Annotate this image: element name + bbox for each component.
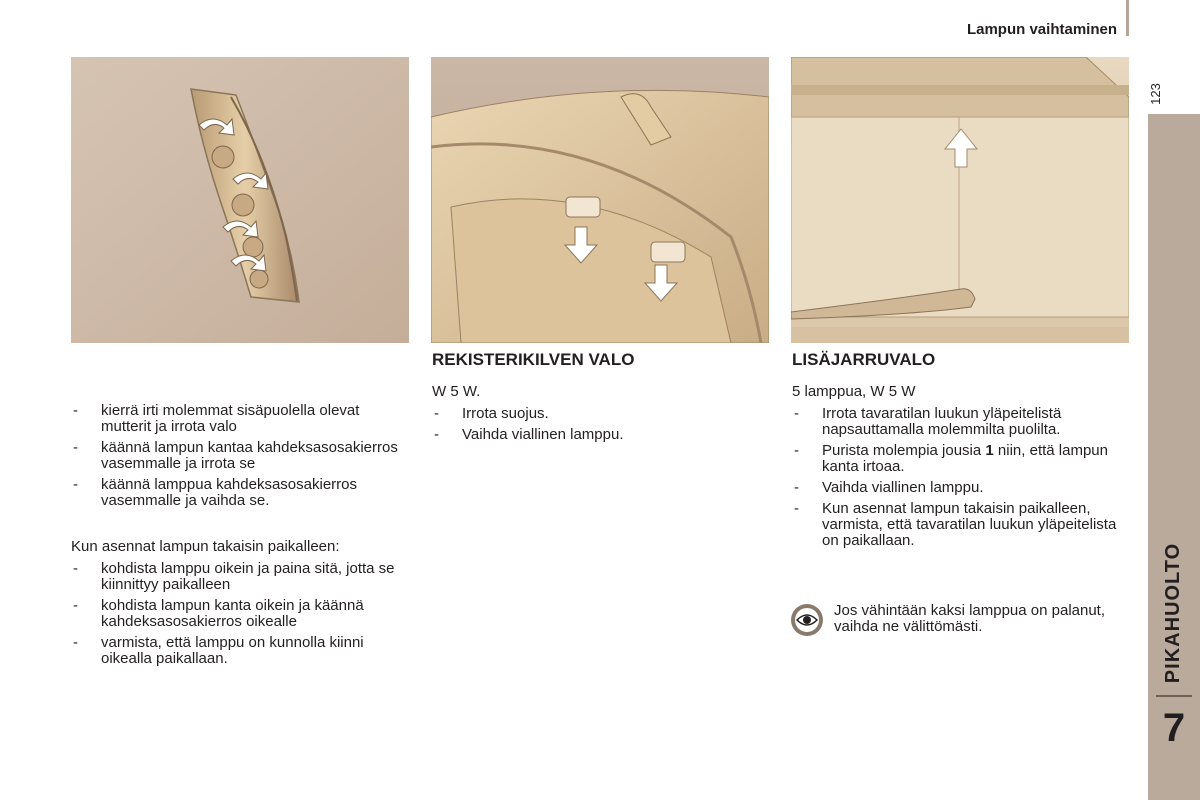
reinstall-steps-list	[71, 561, 401, 667]
brake-light-illustration	[791, 57, 1129, 343]
info-note	[791, 603, 1141, 635]
removal-steps-list	[71, 403, 401, 509]
bulb-spec: 5 lamppua, W 5 W	[792, 383, 916, 400]
list-item	[792, 443, 1132, 475]
licence-plate-lamp-illustration	[431, 57, 769, 343]
page-header-title: Lampun vaihtaminen	[966, 21, 1117, 38]
rear-lamp-illustration	[71, 57, 409, 343]
chapter-label: PIKAHUOLTO	[1162, 542, 1184, 684]
list-item: - Vaihda viallinen lamppu.	[432, 427, 762, 443]
section-title-licence-plate-lamp: REKISTERIKILVEN VALO	[432, 350, 635, 369]
steps-list	[792, 406, 1132, 549]
spring-reference-number: 1	[985, 442, 994, 459]
section-title-brake-light: LISÄJARRUVALO	[792, 350, 936, 369]
list-item: - Irrota tavaratilan luukun yläpeitelistä napsauttamalla molemmilta puolilta.	[792, 406, 1132, 438]
list-item: - Vaihda viallinen lamppu.	[792, 480, 1132, 496]
page-number: 123	[1148, 83, 1163, 105]
column-brake-light	[792, 384, 1132, 555]
list-item: - Kun asennat lampun takaisin paikalleen, varmista, että tavaratilan luukun yläpeitelista on paikallaan.	[792, 501, 1132, 549]
bulb-spec: W 5 W.	[432, 383, 481, 400]
note-text: Jos vähintään kaksi lamppua on palanut, vaihda ne välittömästi.	[834, 602, 1106, 635]
chapter-number: 7	[1162, 706, 1186, 750]
list-item: - kierrä irti molemmat sisäpuolella olevat mutterit ja irrota valo	[71, 403, 401, 435]
column-licence-plate-lamp	[432, 384, 762, 449]
steps-list	[432, 406, 762, 443]
eye-icon	[791, 604, 823, 636]
reinstall-intro: Kun asennat lampun takaisin paikalleen:	[71, 538, 340, 555]
list-item: - kohdista lamppu oikein ja paina sitä, jotta se kiinnittyy paikalleen	[71, 561, 401, 593]
column-rear-lamp	[71, 403, 401, 673]
list-item: - Irrota suojus.	[432, 406, 762, 422]
item-text: niin, että lampun kanta irtoaa.	[822, 442, 1108, 475]
header-divider	[1126, 0, 1129, 36]
item-text: Purista molempia jousia	[822, 442, 986, 459]
list-item: - varmista, että lamppu on kunnolla kiinni oikealla paikallaan.	[71, 635, 401, 667]
list-item: - käännä lampun kantaa kahdeksasosakierros vasemmalle ja irrota se	[71, 440, 401, 472]
list-item: - käännä lamppua kahdeksasosakierros vasemmalle ja vaihda se.	[71, 477, 401, 509]
list-item: - kohdista lampun kanta oikein ja käännä kahdeksasosakierros oikealle	[71, 598, 401, 630]
chapter-divider	[1156, 695, 1192, 697]
